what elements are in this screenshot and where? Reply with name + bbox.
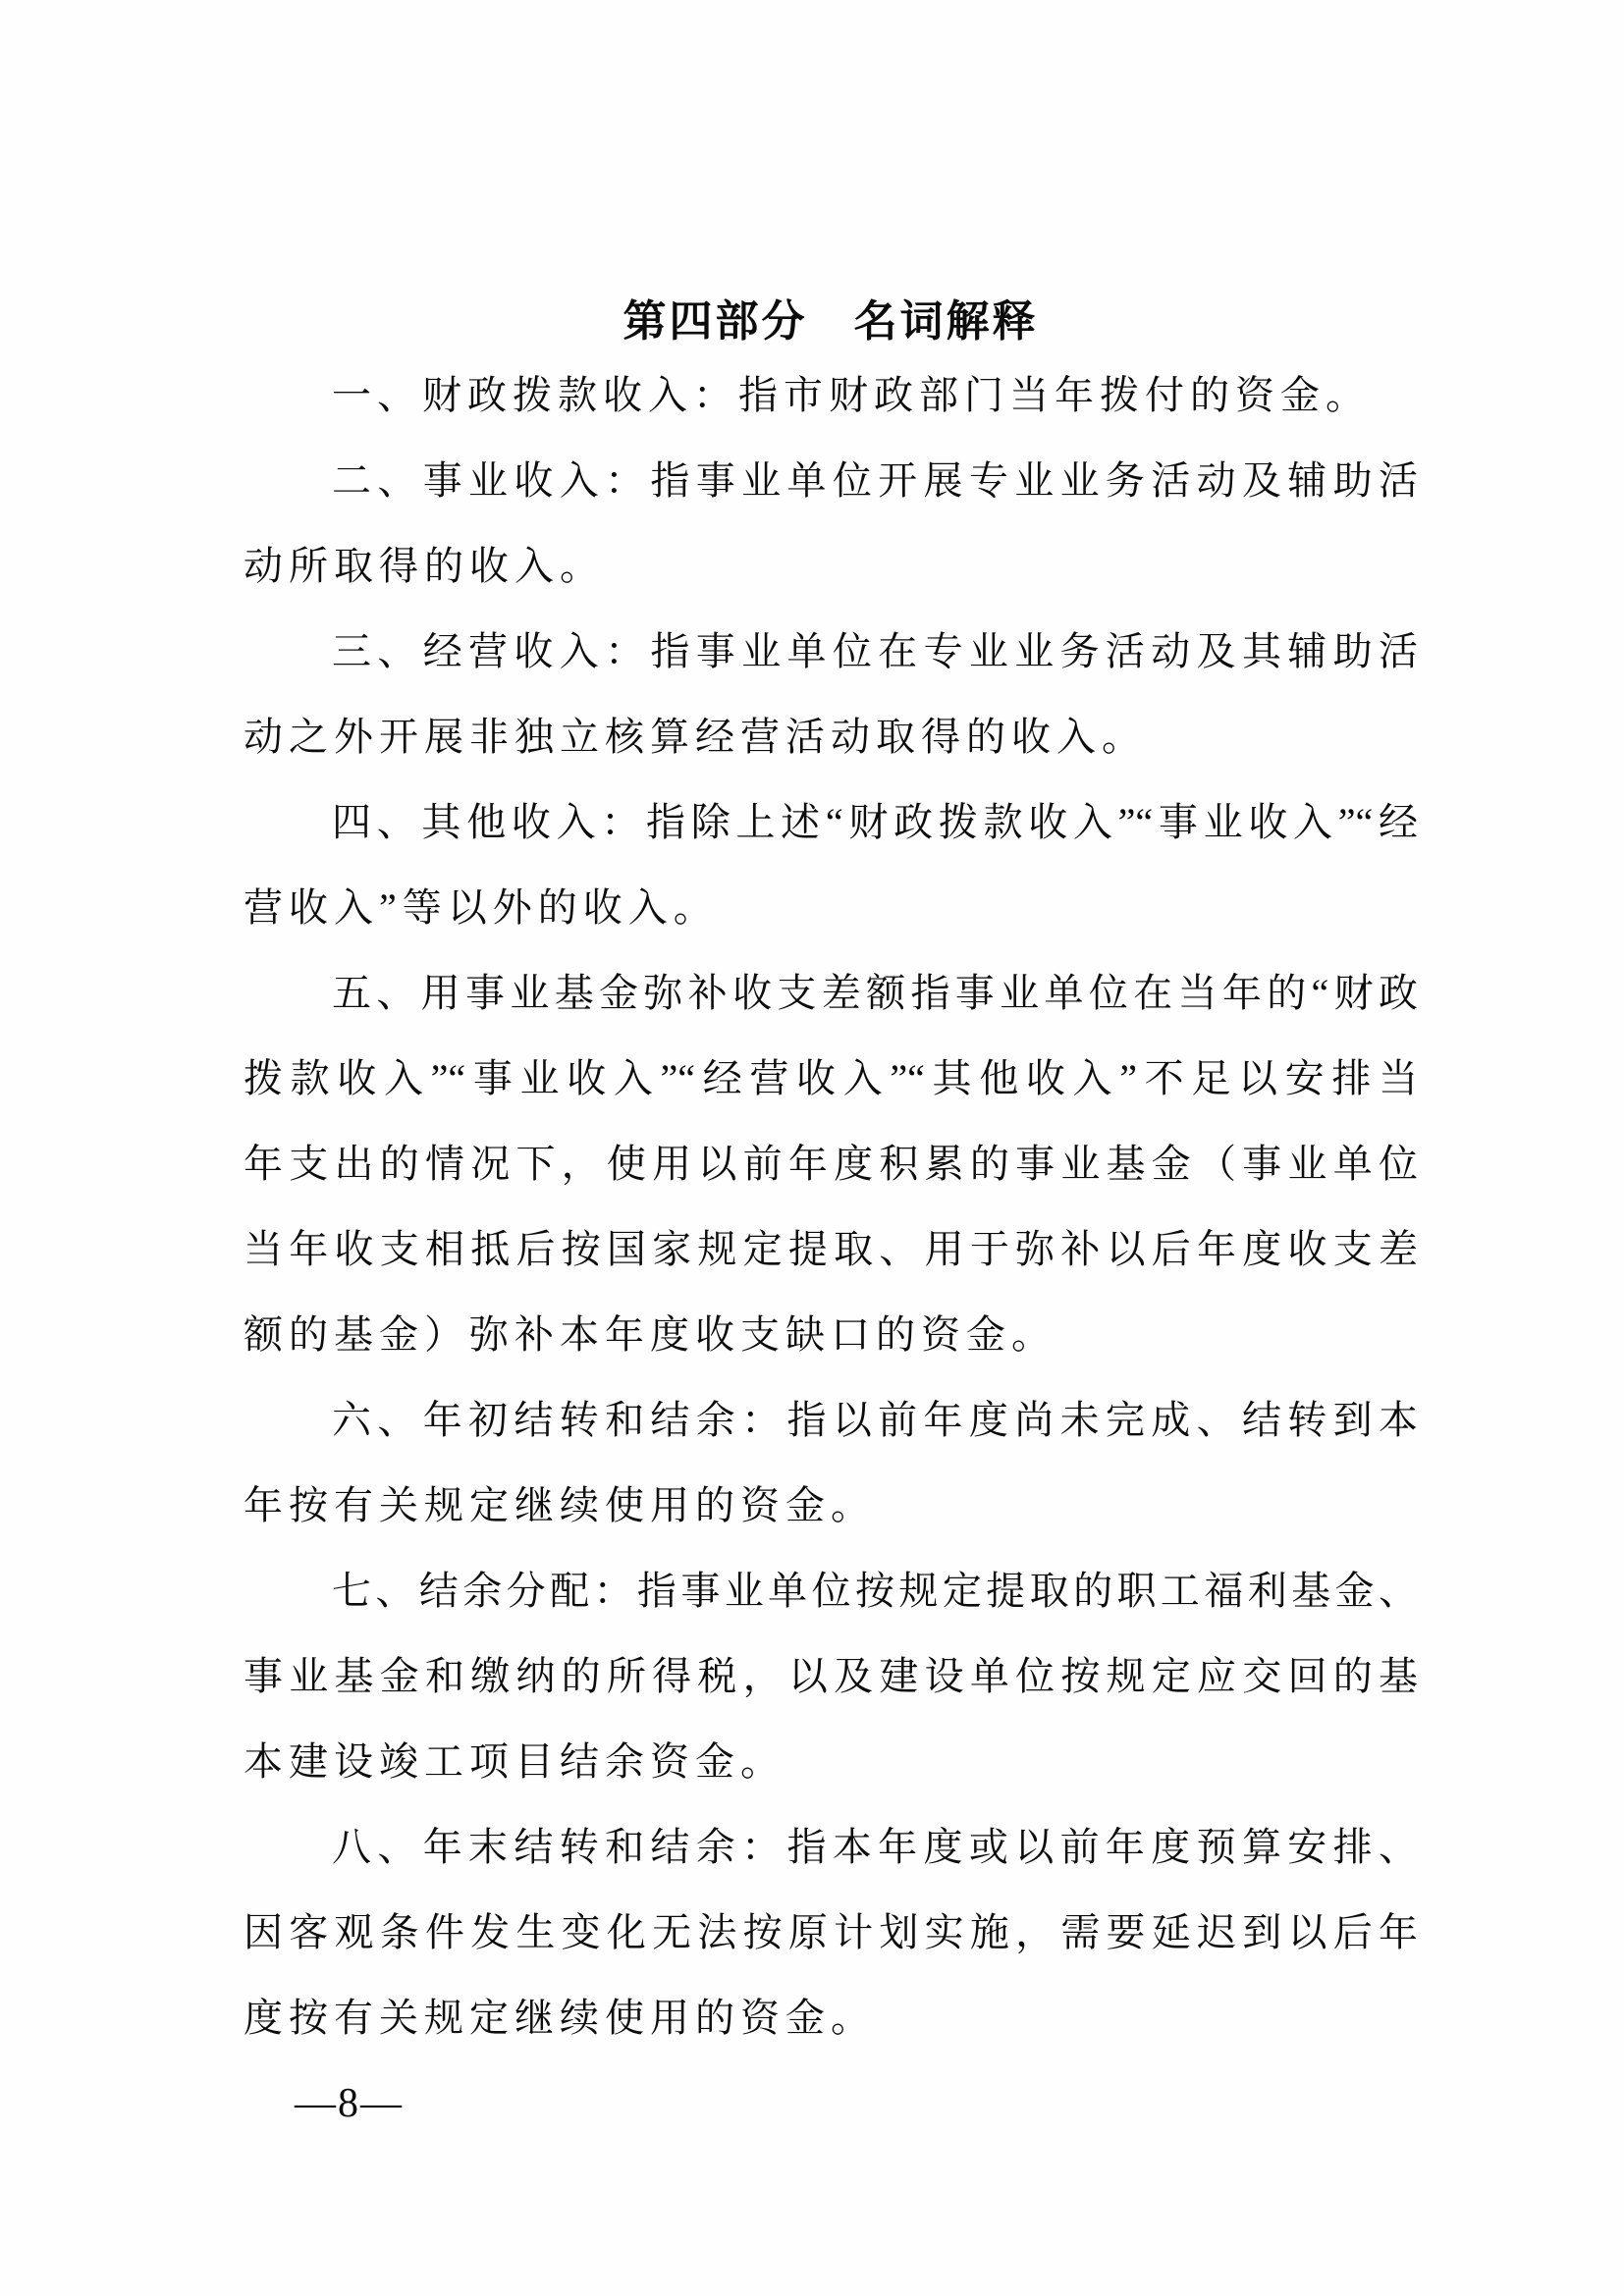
paragraph-8-line-3: 度按有关规定继续使用的资金。 [244,1996,876,2040]
paragraph-6 [244,1377,1418,1548]
paragraph-5-line-3: 年支出的情况下，使用以前年度积累的事业基金（事业单位 [244,1142,1418,1186]
paragraph-1-line-1: 一、财政拨款收入：指市财政部门当年拨付的资金。 [332,373,1371,417]
paragraph-5-line-5: 额的基金）弥补本年度收支缺口的资金。 [244,1312,1056,1357]
document-content [244,292,1418,2060]
paragraph-5 [244,950,1418,1377]
body-text [244,352,1418,2060]
paragraph-6-line-1: 六、年初结转和结余：指以前年度尚未完成、结转到本 [332,1398,1418,1442]
paragraph-4-line-1: 四、其他收入：指除上述“财政拨款收入”“事业收入”“经 [332,800,1418,844]
paragraph-7 [244,1548,1418,1804]
paragraph-1 [244,352,1418,438]
paragraph-5-line-4: 当年收支相抵后按国家规定提取、用于弥补以后年度收支差 [244,1227,1418,1271]
paragraph-2 [244,438,1418,609]
paragraph-8 [244,1804,1418,2060]
paragraph-6-line-2: 年按有关规定继续使用的资金。 [244,1483,876,1527]
paragraph-7-line-3: 本建设竣工项目结余资金。 [244,1739,785,1784]
paragraph-7-line-1: 七、结余分配：指事业单位按规定提取的职工福利基金、 [332,1569,1418,1613]
paragraph-7-line-2: 事业基金和缴纳的所得税，以及建设单位按规定应交回的基 [244,1654,1418,1698]
paragraph-3 [244,609,1418,779]
paragraph-5-line-2: 拨款收入”“事业收入”“经营收入”“其他收入”不足以安排当 [244,1056,1418,1100]
paragraph-4 [244,779,1418,950]
paragraph-2-line-2: 动所取得的收入。 [244,544,605,588]
paragraph-5-line-1: 五、用事业基金弥补收支差额指事业单位在当年的“财政 [332,971,1418,1015]
paragraph-8-line-1: 八、年末结转和结余：指本年度或以前年度预算安排、 [332,1825,1418,1869]
paragraph-3-line-1: 三、经营收入：指事业单位在专业业务活动及其辅助活 [332,629,1418,673]
paragraph-3-line-2: 动之外开展非独立核算经营活动取得的收入。 [244,715,1147,759]
page-number: —8— [295,2081,404,2126]
paragraph-8-line-2: 因客观条件发生变化无法按原计划实施，需要延迟到以后年 [244,1910,1418,1954]
paragraph-2-line-1: 二、事业收入：指事业单位开展专业业务活动及辅助活 [332,458,1418,503]
document-title: 第四部分 名词解释 [623,297,1039,346]
paragraph-4-line-2: 营收入”等以外的收入。 [244,885,719,930]
